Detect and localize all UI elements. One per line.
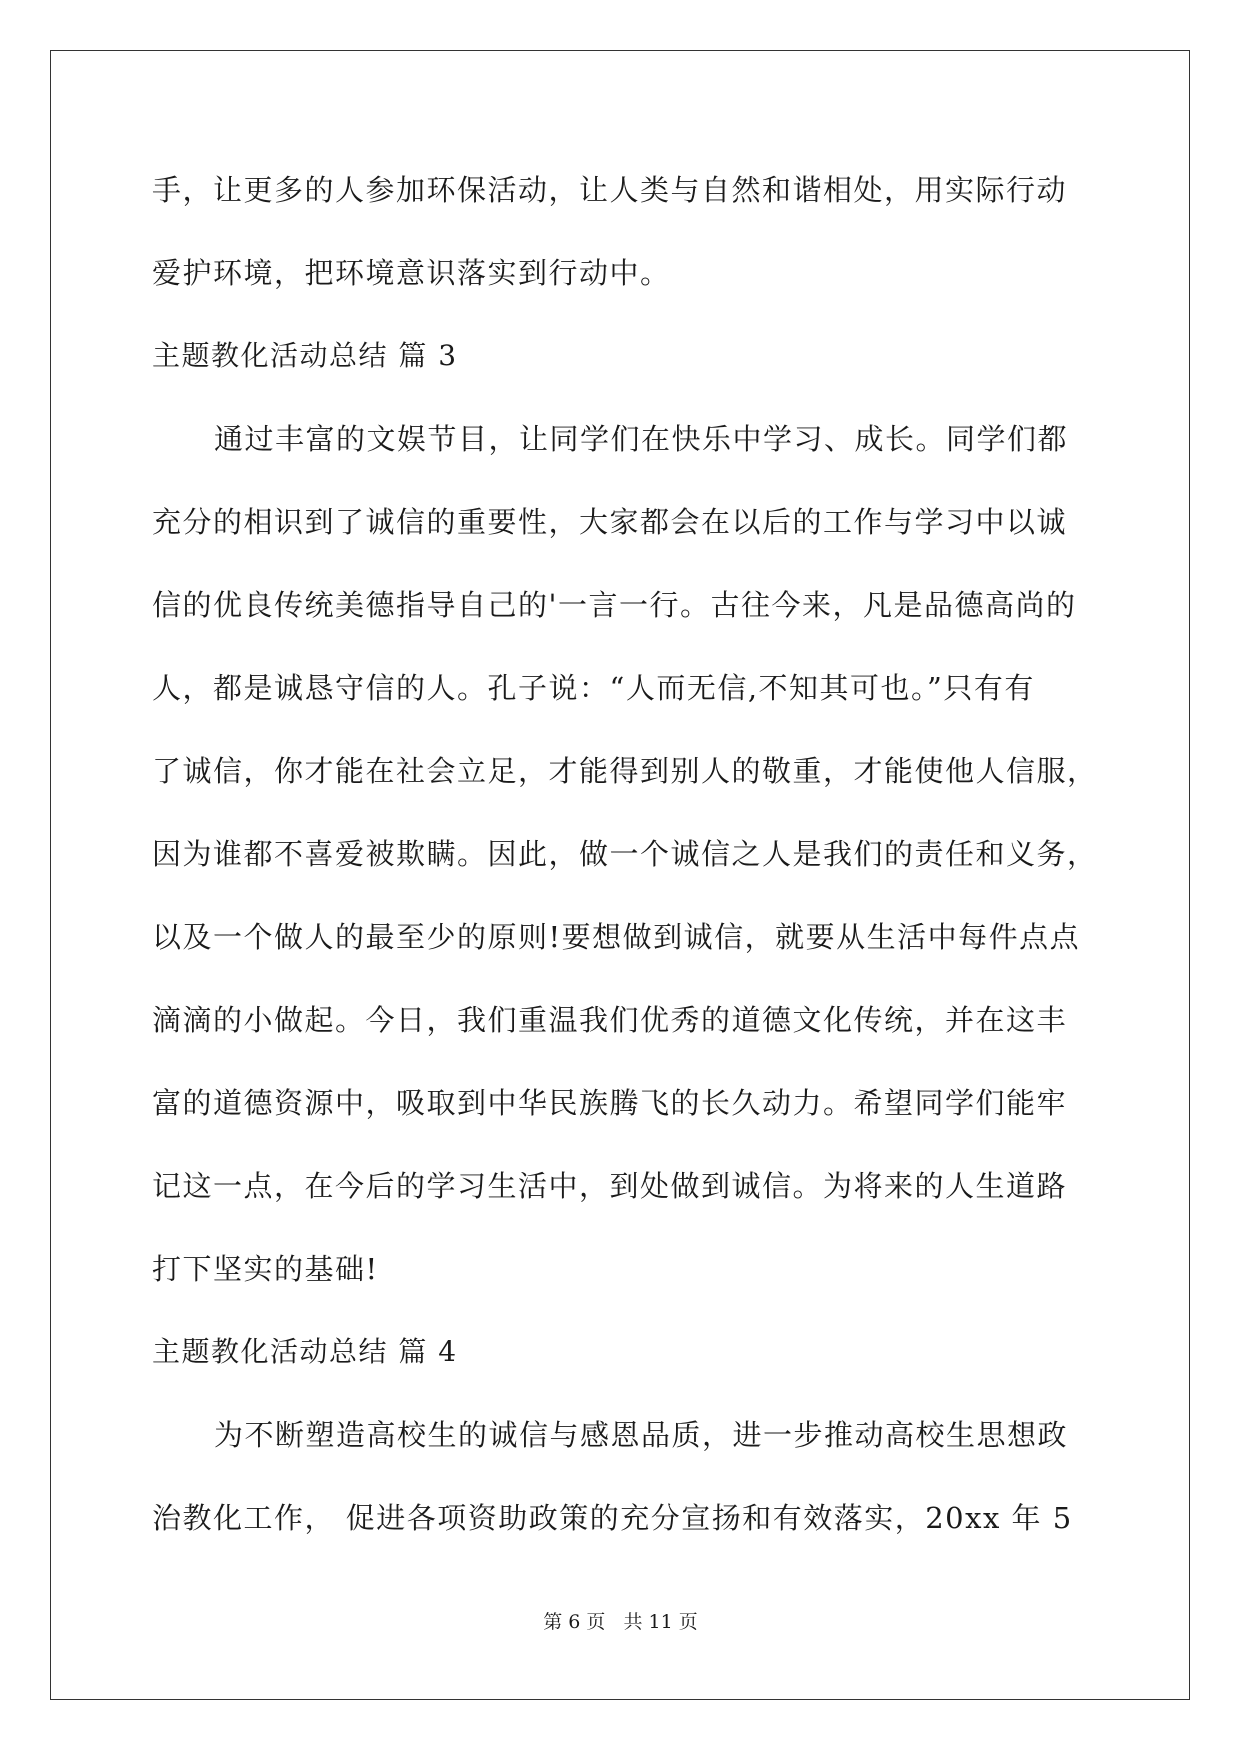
- text-line: 爱护环境，把环境意识落实到行动中。: [152, 256, 671, 290]
- text-line: 因为谁都不喜爱被欺瞒。因此，做一个诚信之人是我们的责任和义务，: [152, 837, 1098, 871]
- text-line: 手，让更多的人参加环保活动，让人类与自然和谐相处，用实际行动: [152, 173, 1068, 207]
- text-line: 以及一个做人的最至少的原则!要想做到诚信，就要从生活中每件点点: [152, 920, 1081, 954]
- text-line: 治教化工作， 促进各项资助政策的充分宣扬和有效落实，20xx 年 5: [152, 1501, 1073, 1535]
- document-body: [152, 160, 1097, 1571]
- text-line: 信的优良传统美德指导自己的'一言一行。古往今来，凡是品德高尚的: [152, 588, 1077, 622]
- page-total: 共 11 页: [623, 1611, 698, 1633]
- text-line: 通过丰富的文娱节目，让同学们在快乐中学习、成长。同学们都: [214, 422, 1069, 456]
- section-heading: 主题教化活动总结 篇 3: [152, 339, 458, 372]
- text-line: 打下坚实的基础!: [152, 1252, 379, 1286]
- text-line: 充分的相识到了诚信的重要性，大家都会在以后的工作与学习中以诚: [152, 505, 1068, 539]
- text-line: 了诚信，你才能在社会立足，才能得到别人的敬重，才能使他人信服，: [152, 754, 1098, 788]
- text-line: 为不断塑造高校生的诚信与感恩品质，进一步推动高校生思想政: [214, 1418, 1069, 1452]
- text-line: 记这一点，在今后的学习生活中，到处做到诚信。为将来的人生道路: [152, 1169, 1068, 1203]
- text-line: 富的道德资源中，吸取到中华民族腾飞的长久动力。希望同学们能牢: [152, 1086, 1068, 1120]
- text-line: 人，都是诚恳守信的人。孔子说：“人而无信,不知其可也。”只有有: [152, 671, 1035, 705]
- text-line: 滴滴的小做起。今日，我们重温我们优秀的道德文化传统，并在这丰: [152, 1003, 1068, 1037]
- section-heading: 主题教化活动总结 篇 4: [152, 1335, 458, 1368]
- page-number: 第 6 页: [543, 1611, 606, 1633]
- page-footer: [0, 1607, 1241, 1634]
